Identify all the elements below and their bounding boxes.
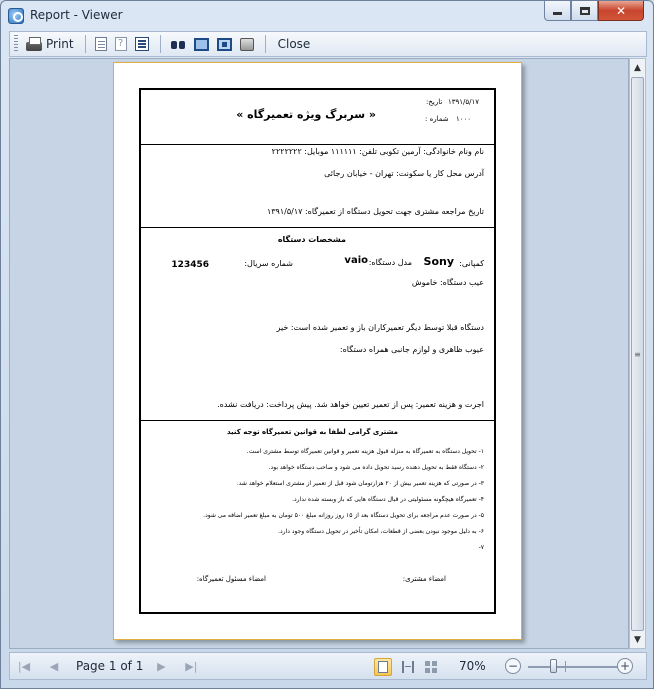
rule-item: ۳- در صورتی که هزینه تعمیر بیش از ۲۰ هزارتومان شود قبل از تعمیر از مشتری استعلام خواهد شد. xyxy=(236,480,484,487)
company-value: Sony xyxy=(423,255,454,268)
title-bar[interactable] xyxy=(1,1,653,30)
company-label: کمپانی: xyxy=(459,259,484,268)
document-map-icon xyxy=(135,37,149,51)
rule-item: ۱- تحویل دستگاه به تعمیرگاه به منزله قبول هزینه تعمیر و قوانین تعمیرگاه توسط مشتری است. xyxy=(246,448,484,455)
multi-page-view-button[interactable] xyxy=(422,658,440,676)
model-value: vaio xyxy=(344,255,368,266)
close-icon: ✕ xyxy=(615,3,627,18)
repaired-line: دستگاه قبلا توسط دیگر تعمیرکاران باز و تعمیر شده است: خیر xyxy=(276,323,484,332)
last-page-icon[interactable]: ▶| xyxy=(185,659,198,673)
minimize-button[interactable] xyxy=(544,1,571,21)
rules-heading: مشتری گرامی لطفا به قوانین تعمیرگاه توجه کنید xyxy=(227,428,398,436)
zoom-in-icon[interactable]: + xyxy=(617,658,633,674)
rule-item: ۷- xyxy=(478,544,484,551)
zoom-slider-track[interactable] xyxy=(528,666,622,668)
serial-value: 123456 xyxy=(171,260,209,270)
cost-line: اجرت و هزینه تعمیر: پس از تعمیر تعیین خواهد شد. پیش پرداخت: دریافت نشده. xyxy=(217,400,484,409)
report-title: « سربرگ ویژه تعمیرگاه » xyxy=(236,108,376,121)
customer-section xyxy=(141,145,494,228)
page-width-view-button[interactable] xyxy=(399,658,417,676)
one-page-view-button[interactable] xyxy=(374,658,392,676)
grip-icon: ≡ xyxy=(634,349,641,359)
model-label: مدل دستگاه: xyxy=(368,258,412,267)
scroll-up-icon[interactable]: ▲ xyxy=(634,62,641,73)
rule-item: ۶- به دلیل موجود نبودن بعضی از قطعات، امکان تأخیر در تحویل دستگاه وجود دارد. xyxy=(278,528,484,535)
find-button[interactable] xyxy=(167,33,189,55)
report-header xyxy=(141,90,494,145)
page-icon xyxy=(95,37,107,51)
toolbar xyxy=(9,31,647,57)
device-section xyxy=(141,228,494,421)
zoom-slider-handle[interactable] xyxy=(550,659,557,673)
date-label: تاریخ: xyxy=(426,98,443,106)
export-icon xyxy=(240,38,254,51)
print-label: Print xyxy=(46,37,74,51)
thumbnail-view-button[interactable] xyxy=(214,33,235,55)
printer-icon xyxy=(26,42,42,51)
document-map-button[interactable] xyxy=(132,33,152,55)
previous-page-icon[interactable]: ◀ xyxy=(49,659,59,673)
print-button[interactable] xyxy=(23,33,77,55)
toolbar-separator xyxy=(160,35,161,53)
single-page-icon xyxy=(194,38,209,51)
vertical-scrollbar[interactable] xyxy=(629,58,646,649)
report-frame xyxy=(139,88,496,614)
single-page-view-button[interactable] xyxy=(191,33,212,55)
maximize-button[interactable] xyxy=(571,1,598,21)
export-button[interactable] xyxy=(237,33,257,55)
toolbar-separator xyxy=(85,35,86,53)
close-window-button[interactable] xyxy=(598,1,644,21)
toolbar-separator xyxy=(265,35,266,53)
next-page-icon[interactable]: ▶ xyxy=(157,659,166,673)
fault-line: عیب دستگاه: خاموش xyxy=(411,278,484,287)
serial-label: شماره سریال: xyxy=(244,259,293,268)
manager-signature-label: امضاء مسئول تعمیرگاه: xyxy=(196,575,266,583)
visit-date-line: تاریخ مراجعه مشتری جهت تحویل دستگاه از تعمیرگاه: ۱۳۹۱/۵/۱۷ xyxy=(266,207,484,216)
rules-section xyxy=(141,421,494,614)
accessories-line: عیوب ظاهری و لوازم جانبی همراه دستگاه: xyxy=(339,345,484,354)
owner-line: نام ونام خانوادگی: آرمین تکوبی تلفن: ۱۱۱۱۱۱ موبایل: ۲۲۲۲۲۲۲ xyxy=(271,147,484,156)
status-bar xyxy=(9,652,647,680)
page-indicator: Page 1 of 1 xyxy=(76,659,144,673)
zoom-slider-tick xyxy=(565,661,566,672)
page-icon xyxy=(378,661,388,673)
date-value: ۱۳۹۱/۵/۱۷ xyxy=(448,98,480,106)
zoom-level: 70% xyxy=(459,659,486,673)
report-viewport[interactable] xyxy=(9,58,629,649)
binoculars-icon xyxy=(170,36,186,52)
rule-item: ۲- دستگاه فقط به تحویل دهنده رسید تحویل داده می شود و صاحب دستگاه خواهد بود. xyxy=(268,464,484,471)
maximize-icon xyxy=(580,7,590,15)
report-page xyxy=(113,62,522,640)
scroll-down-icon[interactable]: ▼ xyxy=(634,634,641,645)
number-label: شماره : xyxy=(425,115,449,123)
multi-page-icon xyxy=(425,661,437,673)
device-heading: مشخصات دستگاه xyxy=(277,235,346,244)
rule-item: ۴- تعمیرگاه هیچگونه مسئولیتی در قبال دستگاه هایی که باز وبسته شده ندارد. xyxy=(292,496,484,503)
rule-item: ۵- در صورت عدم مراجعه برای تحویل دستگاه بعد از ۱۵ روز روزانه مبلغ ۵۰۰ تومان به مبلغ تعمیر اضافه می شود. xyxy=(203,512,484,519)
close-button[interactable]: Close xyxy=(277,37,311,51)
scroll-thumb[interactable] xyxy=(631,77,644,631)
toolbar-grip[interactable] xyxy=(14,35,18,53)
minimize-icon xyxy=(553,12,562,15)
thumbnail-icon xyxy=(217,38,232,51)
address-line: آدرس محل کار یا سکونت: تهران - خیابان رجائی xyxy=(324,169,484,178)
window-title: Report - Viewer xyxy=(30,8,123,22)
page-width-icon xyxy=(402,661,414,673)
page-setup-button[interactable] xyxy=(92,33,110,55)
number-value: ۱۰۰۰ xyxy=(456,115,472,123)
app-icon xyxy=(8,8,24,24)
zoom-out-icon[interactable]: − xyxy=(505,658,521,674)
help-icon: ? xyxy=(115,37,127,51)
first-page-icon[interactable]: |◀ xyxy=(17,659,31,673)
customer-signature-label: امضاء مشتری: xyxy=(402,575,446,583)
help-button[interactable] xyxy=(112,33,130,55)
